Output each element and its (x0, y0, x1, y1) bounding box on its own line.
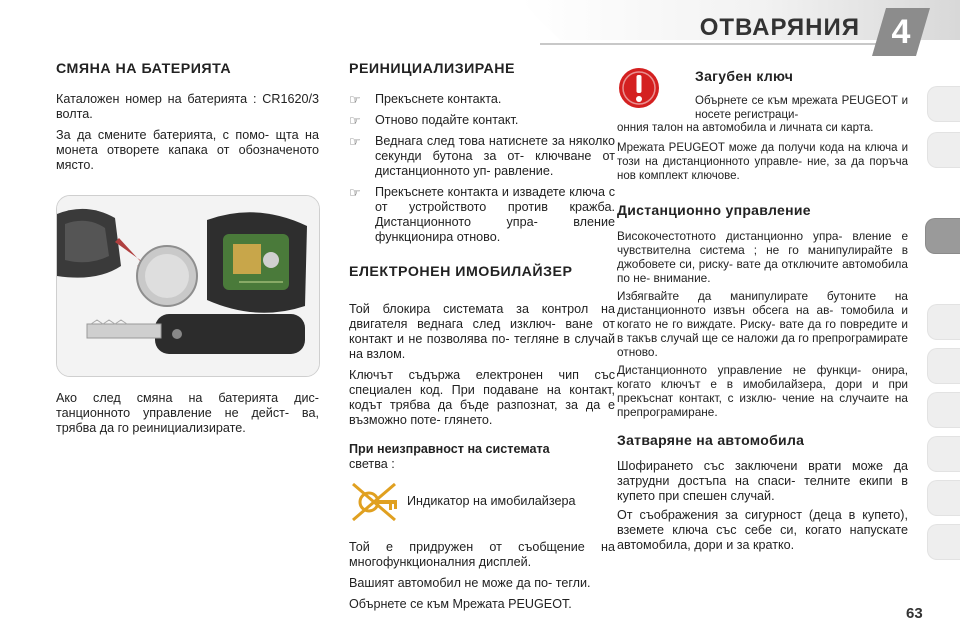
reinit-steps (349, 92, 615, 245)
list-item: ☞ Прекъснете контакта и извадете ключа с от устройството против кражба. Дистанционното упра- вление функционира отново. (349, 185, 615, 244)
battery-section (56, 62, 319, 442)
battery-photo (56, 195, 320, 377)
immobiliser-paragraph: Той е придружен от съобщение на многофункционалния дисплей. (349, 540, 615, 569)
reinit-title: РЕИНИЦИАЛИЗИРАНЕ (349, 61, 515, 77)
list-item: ☞ Отново подайте контакт. (349, 113, 519, 128)
pointing-hand-icon: ☞ (349, 185, 361, 200)
lost-key-paragraph: Мрежата PEUGEOT може да получи кода на ключа и този на дистанционното управле- ние, за да поръча нов комплект ключове. (617, 142, 908, 182)
reinit-section (349, 62, 615, 618)
remote-paragraph: Избягвайте да манипулирате бутоните на дистанционното извън обсега на ав- томобила и когато не го виждате. Риску- вате да го повредите и в такъв случай ще се наложи да го препрограмирате отново. (617, 289, 908, 359)
list-item: ☞ Веднага след това натиснете за няколко секунди бутона за от- ключване от дистанционното уп- равление. (349, 134, 615, 178)
chapter-tab[interactable] (927, 348, 960, 384)
battery-title: СМЯНА НА БАТЕРИЯТА (56, 61, 232, 77)
immobiliser-indicator-row (349, 480, 615, 522)
remote-title: Дистанционно управление (617, 202, 811, 218)
battery-paragraph: Каталожен номер на батерията : CR1620/3 волта. (56, 92, 319, 121)
battery-paragraph: Ако след смяна на батерията дис- танционното управление не дейст- ва, трябва да го реинициализирате. (56, 391, 319, 435)
pointing-hand-icon: ☞ (349, 134, 361, 149)
immobiliser-fault-text: При неизправност на системата светва : (349, 442, 550, 471)
list-item: ☞ Прекъснете контакта. (349, 92, 502, 107)
immobiliser-warning-icon (349, 480, 399, 524)
locking-paragraph: От съображения за сигурност (деца в купето), вземете ключа със себе си, когато напускате автомобила, дори и за кратко. (617, 508, 908, 552)
remote-section (617, 203, 908, 557)
chapter-tab[interactable] (927, 304, 960, 340)
lost-key-paragraph: Обърнете се към мрежата PEUGEOT и носете регистраци- (695, 95, 908, 121)
remote-paragraph: Дистанционното управление не функци- онира, когато ключът е в имобилайзера, дори и при прекъснат контакт, с изклю- чение на случаите на препрограмиране. (617, 363, 908, 419)
chapter-number: 4 (891, 13, 911, 51)
indicator-caption: Индикатор на имобилайзера (407, 494, 576, 508)
immobiliser-paragraph: Вашият автомобил не може да по- тегли. (349, 576, 591, 590)
lost-key-continued: онния талон на автомобила и личната си карта. Мрежата PEUGEOT може да получи кода на ключа и този на дистанционното управле- ние, за да поръча нов комплект ключове. (617, 122, 908, 182)
immobiliser-paragraph: Той блокира системата за контрол на двигателя веднага след изключ- ване от контакт и не позволява по- тегляне в случай на взлом. (349, 302, 615, 361)
page-number: 63 (906, 605, 923, 622)
immobiliser-title: ЕЛЕКТРОНЕН ИМОБИЛАЙЗЕР (349, 264, 573, 280)
immobiliser-paragraph: Обърнете се към Мрежата PEUGEOT. (349, 597, 572, 611)
chapter-tab[interactable] (927, 436, 960, 472)
chapter-title: ОТВАРЯНИЯ (699, 14, 860, 41)
lost-key-title: Загубен ключ (695, 68, 794, 84)
pointing-hand-icon: ☞ (349, 113, 361, 128)
chapter-tab[interactable] (927, 524, 960, 560)
chapter-tab-active[interactable] (925, 218, 960, 254)
pointing-hand-icon: ☞ (349, 92, 361, 107)
remote-paragraph: Високочестотното дистанционно упра- вление е чувствителна система ; не го манипулирайте в джобовете си, риску- вате да отключите автомобила по не- внимание. (617, 229, 908, 285)
alert-icon (617, 66, 661, 110)
locking-paragraph: Шофирането със заключени врати може да затрудни достъпа на спаси- телните екипи в купето при спешен случай. (617, 459, 908, 503)
key-battery-illustration (57, 196, 319, 376)
locking-title: Затваряне на автомобила (617, 432, 805, 448)
chapter-tabs (924, 86, 960, 586)
battery-paragraph: За да смените батерията, с помо- щта на монета отворете капака от обозначеното място. (56, 128, 319, 172)
chapter-tab[interactable] (927, 132, 960, 168)
chapter-tab[interactable] (927, 480, 960, 516)
immobiliser-paragraph: Ключът съдържа електронен чип със специален код. При подаване на контакт, кодът трябва да бъде разпознат, за да е възможно поте- глянето. (349, 368, 615, 427)
chapter-tab[interactable] (927, 392, 960, 428)
chapter-tab[interactable] (927, 86, 960, 122)
